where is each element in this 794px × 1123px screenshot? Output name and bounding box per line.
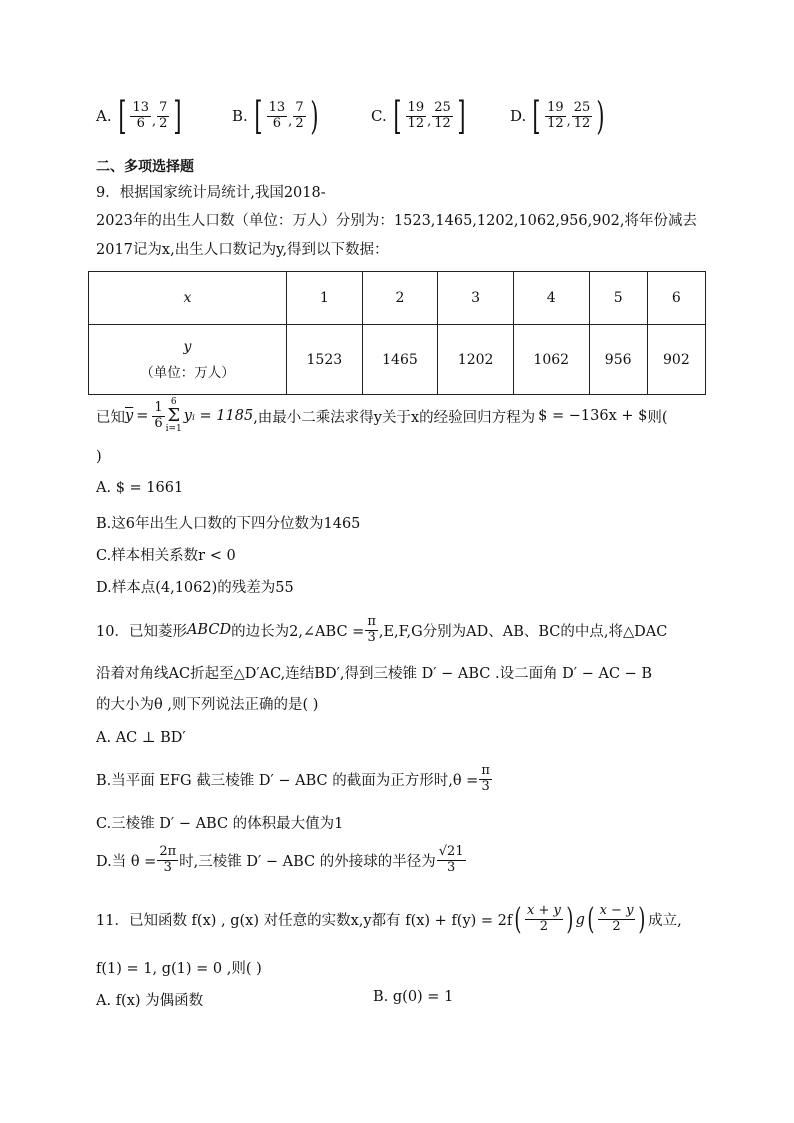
table-cell: 956: [589, 325, 647, 395]
fraction: $\frac{7}{2}$: [295, 99, 304, 131]
q9-given-line: 已知 $\overline{y}$ = $\frac{1}{6}$ 6 Σ i=1 yᵢ = 1185 ,由最小二乘法求得y关于x的经验回归方程为 $ = −136x + $ 则(: [96, 397, 668, 434]
q10-line1: 10．已知菱形 ABCD 的边长为2,∠ABC = $\frac{\pi}{3}$ ,E,F,G分别为AD、AB、BC的中点,将△DAC: [96, 614, 668, 645]
section-title: 二、多项选择题: [96, 159, 194, 175]
fraction: $\frac{7}{2}$: [159, 99, 168, 131]
q9-line1: 9．根据国家统计局统计,我国2018-: [96, 185, 326, 201]
q9-close-paren: ): [96, 449, 102, 465]
q11-option-b: B. g(0) = 1: [373, 989, 454, 1005]
right-bracket: ]: [457, 94, 466, 138]
q10-option-d: D.当 θ = $\frac{2\pi}{3}$ 时,三棱锥 D′ − ABC 的外接球的半径为 $\frac{√21}{3}$: [96, 844, 464, 875]
q10-option-b: B.当平面 EFG 截三棱锥 D′ − ABC 的截面为正方形时,θ = $\frac{\pi}{3}$: [96, 763, 490, 794]
q10-line3: 的大小为θ ,则下列说法正确的是( ): [96, 697, 319, 713]
left-bracket: [: [532, 94, 541, 138]
regression-equation: $ = −136x + $: [538, 408, 648, 424]
y-unit: （单位：万人）: [140, 364, 235, 381]
table-cell: 902: [647, 325, 705, 395]
x-header: x: [89, 272, 287, 325]
option-label: B.: [232, 107, 248, 125]
q11-option-a: A. f(x) 为偶函数: [96, 993, 204, 1009]
table-cell: 4: [513, 272, 589, 325]
sum-symbol: 6 Σ i=1: [165, 397, 182, 434]
table-cell: 6: [647, 272, 705, 325]
q9-option-c: C.样本相关系数r < 0: [96, 548, 236, 564]
q11-line2: f(1) = 1, g(1) = 0 ,则( ): [96, 961, 262, 977]
fraction: $\frac{25}{12}$: [434, 99, 451, 131]
left-bracket: [: [117, 94, 127, 138]
option-label: C.: [371, 107, 387, 125]
table-cell: 5: [589, 272, 647, 325]
q10-option-a: A. AC ⊥ BD′: [96, 730, 186, 746]
q8-option: D. [ $\frac{19}{12}$ , $\frac{25}{12}$ ): [510, 94, 605, 138]
q9-option-d: D.样本点(4,1062)的残差为55: [96, 580, 294, 596]
q11-line1: 11．已知函数 f(x) , g(x) 对任意的实数x,y都有 f(x) + f(y) = 2f ( $\frac{x + y}{2}$ ) g ( $\frac{x - y}{2}$ ) 成立,: [96, 902, 682, 937]
q9-option-b: B.这6年出生人口数的下四分位数为1465: [96, 516, 361, 532]
fraction: $\frac{19}{12}$: [547, 99, 564, 131]
table-cell: 1: [287, 272, 363, 325]
q9-data-table: [88, 271, 706, 395]
left-bracket: [: [393, 94, 402, 138]
table-cell: 1202: [438, 325, 514, 395]
table-row: [89, 325, 706, 395]
fraction: $\frac{13}{6}$: [132, 99, 149, 131]
fraction: $\frac{19}{12}$: [407, 99, 425, 131]
table-cell: 1465: [362, 325, 438, 395]
right-bracket: ): [596, 94, 605, 138]
table-cell: 2: [362, 272, 438, 325]
table-cell: 1062: [513, 325, 589, 395]
q10-option-c: C.三棱锥 D′ − ABC 的体积最大值为1: [96, 816, 344, 832]
given-pre: 已知: [96, 409, 125, 426]
option-label: D.: [510, 107, 527, 125]
table-row: [89, 272, 706, 325]
table-cell: 1523: [287, 325, 363, 395]
fraction: $\frac{25}{12}$: [573, 99, 591, 131]
q8-option: A. [ $\frac{13}{6}$ , $\frac{7}{2}$ ]: [96, 94, 182, 138]
y-bar: $\overline{y}$: [125, 408, 134, 424]
table-cell: 3: [438, 272, 514, 325]
right-bracket: ]: [173, 94, 182, 138]
given-fraction: $\frac{1}{6}$: [154, 399, 163, 431]
q9-line3: 2017记为x,出生人口数记为y,得到以下数据：: [96, 242, 389, 258]
then: 则(: [647, 409, 668, 426]
q9-line2: 2023年的出生人口数（单位：万人）分别为：1523,1465,1202,1062,956,902,将年份减去: [96, 213, 698, 229]
q9-option-a: A. $ = 1661: [96, 480, 184, 496]
q8-option: B. [ $\frac{13}{6}$ , $\frac{7}{2}$ ): [232, 94, 319, 138]
right-bracket: ): [309, 94, 319, 138]
y-header-cell: [89, 325, 287, 395]
fraction: $\frac{13}{6}$: [268, 99, 286, 131]
given-post: ,由最小二乘法求得y关于x的经验回归方程为: [253, 409, 536, 426]
left-bracket: [: [254, 94, 263, 138]
q8-option: C. [ $\frac{19}{12}$ , $\frac{25}{12}$ ]: [371, 94, 466, 138]
y-header: y: [183, 338, 192, 355]
q10-line2: 沿着对角线AC折起至△D′AC,连结BD′,得到三棱锥 D′ − ABC .设二面角 D′ − AC − B: [96, 666, 653, 682]
pi-over-3: $\frac{\pi}{3}$: [367, 614, 376, 645]
option-label: A.: [96, 107, 112, 125]
